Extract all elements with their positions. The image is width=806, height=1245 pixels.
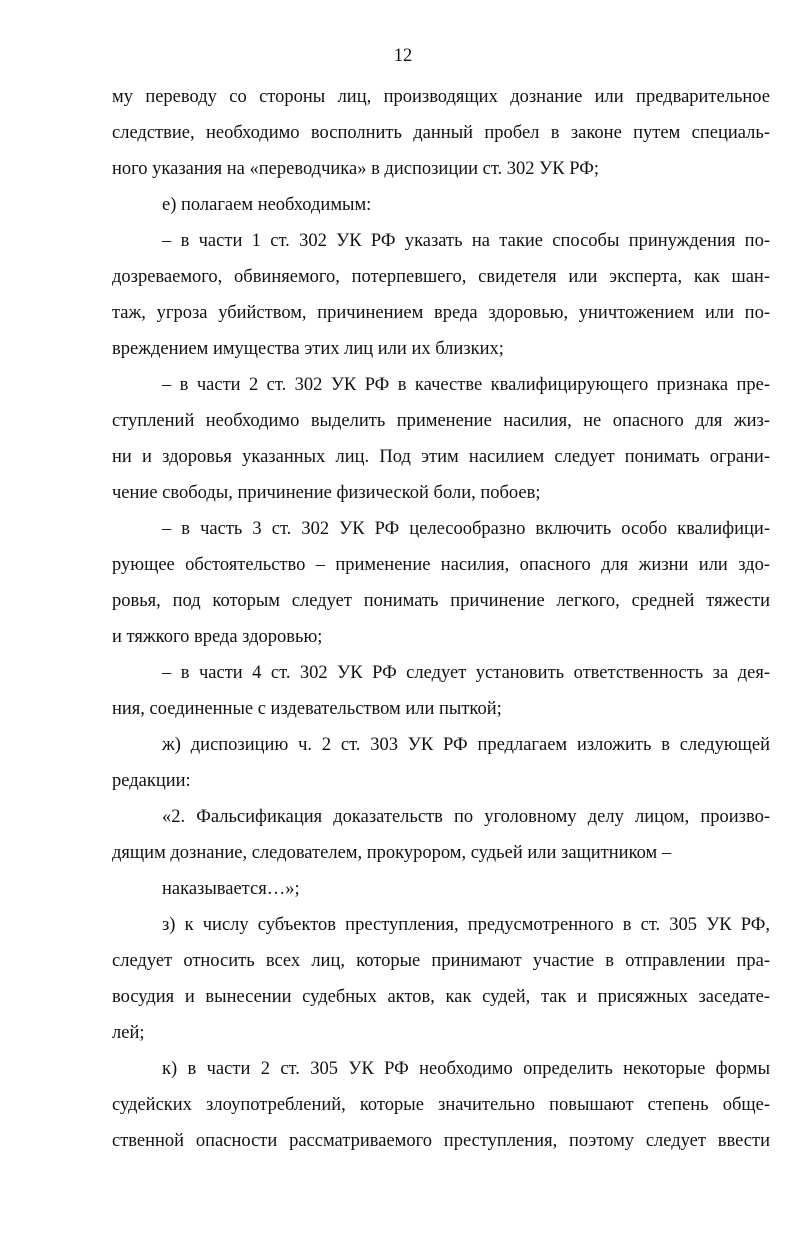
text-line: судейских злоупотреблений, которые значительно повышают степень обще- (112, 1095, 770, 1115)
text-line: следует относить всех лиц, которые принимают участие в отправлении пра- (112, 951, 770, 971)
text-line: з) к числу субъектов преступления, предусмотренного в ст. 305 УК РФ, (162, 915, 770, 935)
text-line: лей; (112, 1023, 145, 1043)
text-line: дозреваемого, обвиняемого, потерпевшего, свидетеля или эксперта, как шан- (112, 267, 770, 287)
text-line: наказывается…»; (162, 879, 300, 899)
text-line: чение свободы, причинение физической боли, побоев; (112, 483, 541, 503)
text-line: ния, соединенные с издевательством или пыткой; (112, 699, 502, 719)
text-line: е) полагаем необходимым: (162, 195, 372, 215)
text-line: редакции: (112, 771, 191, 791)
text-line: «2. Фальсификация доказательств по уголовному делу лицом, произво- (162, 807, 770, 827)
text-line: и тяжкого вреда здоровью; (112, 627, 323, 647)
text-line: ни и здоровья указанных лиц. Под этим насилием следует понимать ограни- (112, 447, 770, 467)
text-line: таж, угроза убийством, причинением вреда здоровью, уничтожением или по- (112, 303, 770, 323)
text-line: ственной опасности рассматриваемого преступления, поэтому следует ввести (112, 1131, 770, 1151)
page-number: 12 (393, 46, 413, 66)
text-line: восудия и вынесении судебных актов, как судей, так и присяжных заседате- (112, 987, 770, 1007)
text-line: – в части 2 ст. 302 УК РФ в качестве квалифицирующего признака пре- (162, 375, 770, 395)
text-line: ж) диспозицию ч. 2 ст. 303 УК РФ предлагаем изложить в следующей (162, 735, 770, 755)
text-line: ступлений необходимо выделить применение насилия, не опасного для жиз- (112, 411, 770, 431)
text-line: вреждением имущества этих лиц или их близких; (112, 339, 504, 359)
text-line: ного указания на «переводчика» в диспозиции ст. 302 УК РФ; (112, 159, 599, 179)
text-line: – в части 1 ст. 302 УК РФ указать на такие способы принуждения по- (162, 231, 770, 251)
text-line: к) в части 2 ст. 305 УК РФ необходимо определить некоторые формы (162, 1059, 770, 1079)
text-line: – в часть 3 ст. 302 УК РФ целесообразно включить особо квалифици- (162, 519, 770, 539)
text-line: му переводу со стороны лиц, производящих дознание или предварительное (112, 87, 770, 107)
text-line: ровья, под которым следует понимать причинение легкого, средней тяжести (112, 591, 770, 611)
text-line: дящим дознание, следователем, прокурором, судьей или защитником – (112, 843, 672, 863)
text-line: следствие, необходимо восполнить данный пробел в законе путем специаль- (112, 123, 770, 143)
text-line: рующее обстоятельство – применение насилия, опасного для жизни или здо- (112, 555, 770, 575)
text-line: – в части 4 ст. 302 УК РФ следует установить ответственность за дея- (162, 663, 770, 683)
